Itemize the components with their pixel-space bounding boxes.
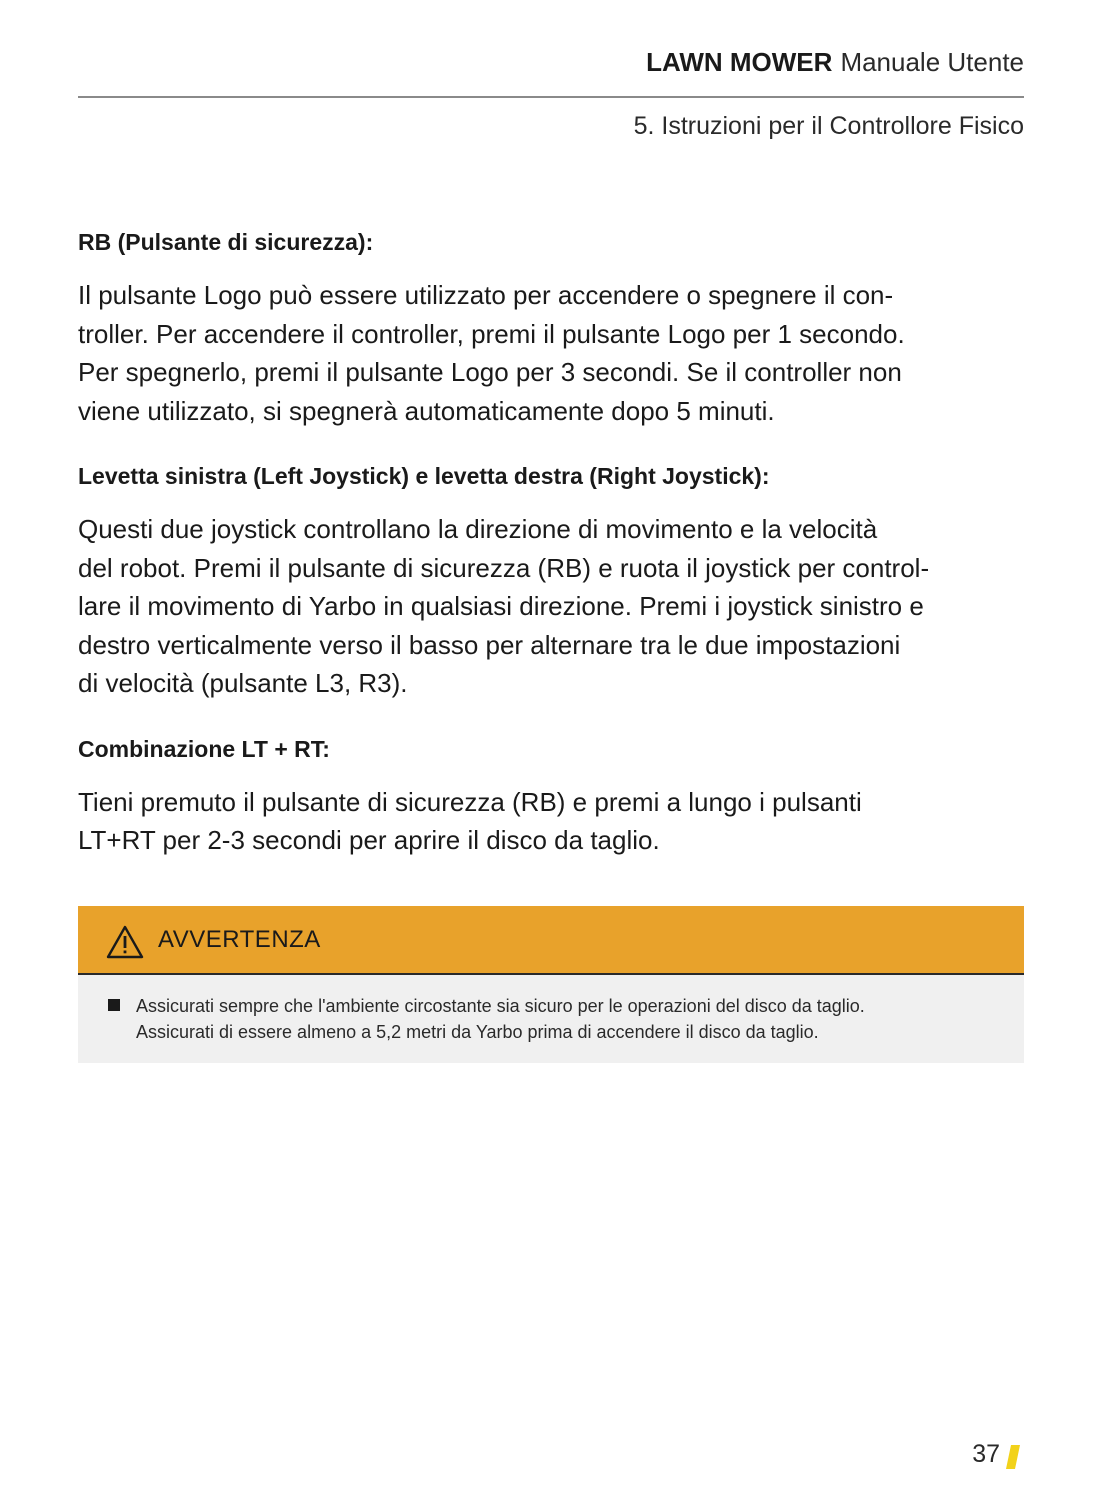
section-title: 5. Istruzioni per il Controllore Fisico [633, 112, 1024, 140]
section-heading: RB (Pulsante di sicurezza): [78, 229, 374, 255]
warning-header [78, 906, 1024, 975]
section-joysticks [78, 460, 1024, 703]
page-number: 37 [972, 1440, 1000, 1468]
bullet-square-icon [108, 999, 120, 1011]
page-header [78, 44, 1024, 98]
page-accent-mark [1006, 1445, 1020, 1469]
warning-box [78, 906, 1024, 1063]
section-lt-rt [78, 733, 1024, 860]
header-title [646, 47, 1024, 78]
header-doc-title: Manuale Utente [840, 47, 1024, 77]
section-rb [78, 226, 1024, 430]
section-body: Questi due joystick controllano la direzione di movimento e la velocità del robot. Premi il pulsante di sicurezza (RB) e ruota il joystick per control- lare il movimento di Yarbo in qualsiasi direzione. Premi i joystick sinistro e destro verticalmente verso il basso per alternare tra le due impostazioni di velocità (pulsante L3, R3). [78, 514, 930, 698]
warning-text-line: Assicurati sempre che l'ambiente circostante sia sicuro per le operazioni del disco da taglio. [136, 996, 865, 1016]
section-heading: Levetta sinistra (Left Joystick) e levetta destra (Right Joystick): [78, 463, 770, 489]
section-body: Il pulsante Logo può essere utilizzato per accendere o spegnere il con- troller. Per accendere il controller, premi il pulsante Logo per 1 secondo. Per spegnerlo, premi il pulsante Logo per 3 secondi. Se il controller non viene utilizzato, si spegnerà automaticamente dopo 5 minuti. [78, 280, 905, 426]
warning-triangle-icon [106, 925, 144, 959]
main-content [78, 226, 1024, 890]
section-heading: Combinazione LT + RT: [78, 735, 330, 762]
section-body: Tieni premuto il pulsante di sicurezza (RB) e premi a lungo i pulsanti LT+RT per 2-3 secondi per aprire il disco da taglio. [78, 786, 862, 855]
warning-title: AVVERTENZA [158, 926, 321, 953]
header-brand: LAWN MOWER [646, 47, 833, 77]
warning-text-line: Assicurati di essere almeno a 5,2 metri da Yarbo prima di accendere il disco da taglio. [136, 1022, 819, 1042]
warning-body [78, 975, 1024, 1063]
